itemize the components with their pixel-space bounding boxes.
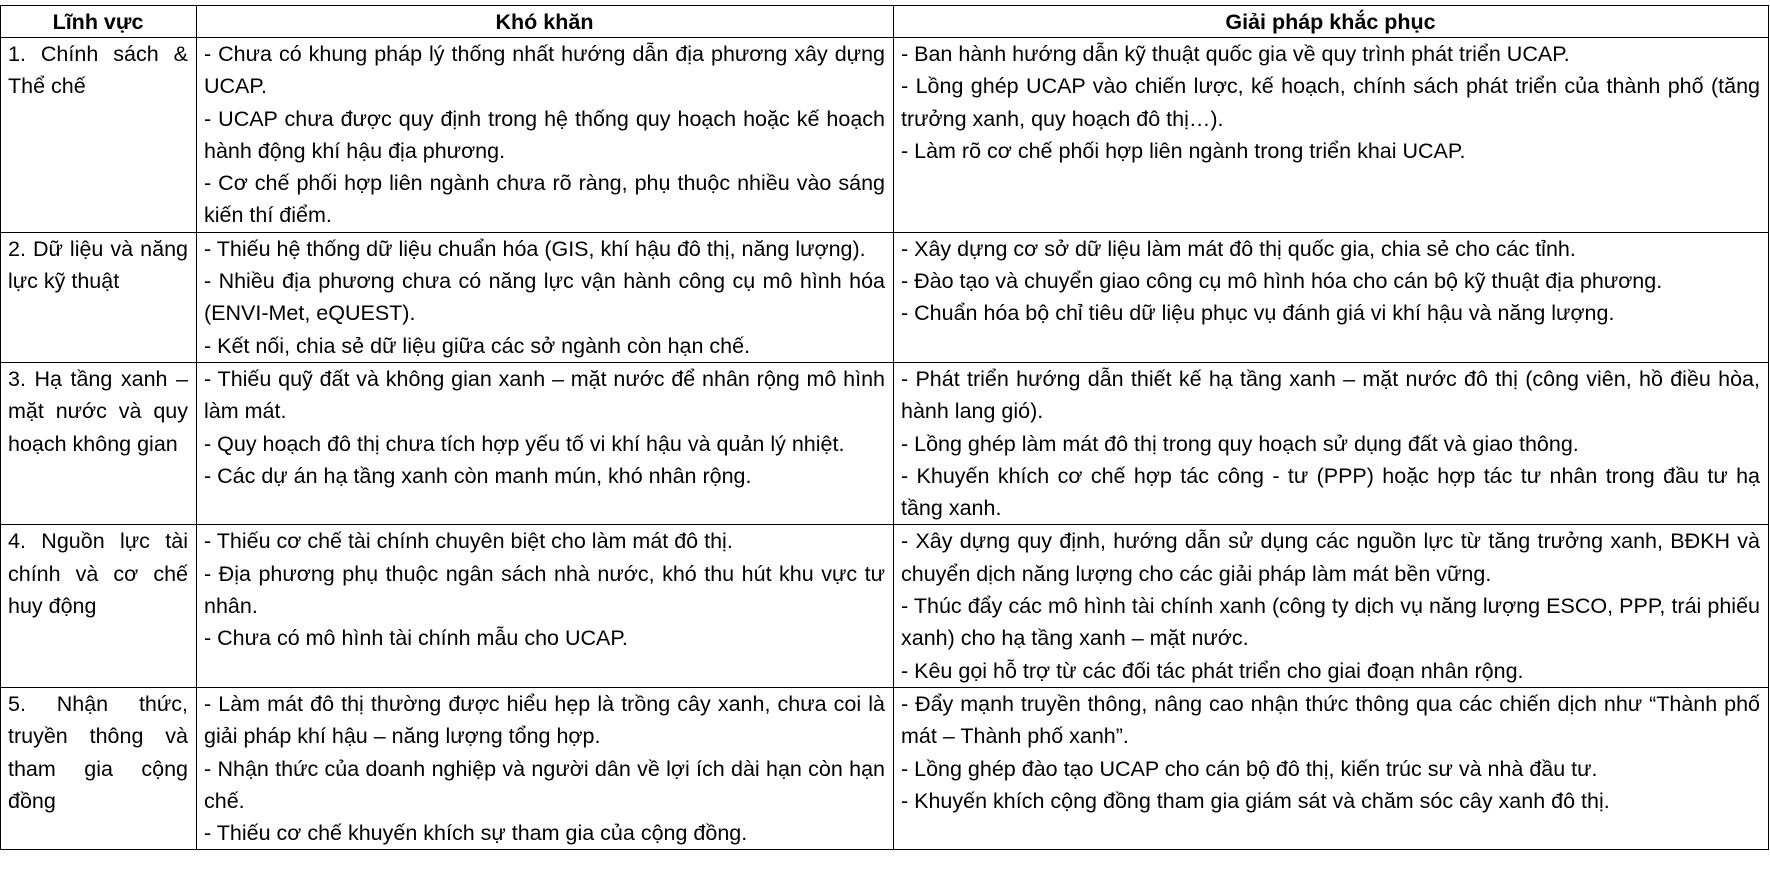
field-label: 4. Nguồn lực tài chính và cơ chế huy động bbox=[8, 529, 188, 619]
solution-item: - Ban hành hướng dẫn kỹ thuật quốc gia về quy trình phát triển UCAP. bbox=[901, 42, 1570, 66]
solution-item: - Kêu gọi hỗ trợ từ các đối tác phát triển cho giai đoạn nhân rộng. bbox=[901, 658, 1524, 683]
solution-item: - Xây dựng quy định, hướng dẫn sử dụng các nguồn lực từ tăng trưởng xanh, BĐKH và chuyển dịch năng lượng cho các giải pháp làm mát bền vững. bbox=[901, 529, 1760, 586]
field-cell bbox=[1, 687, 197, 849]
solution-cell bbox=[894, 687, 1769, 849]
difficulty-item: - Chưa có khung pháp lý thống nhất hướng dẫn địa phương xây dựng UCAP. bbox=[204, 42, 885, 99]
difficulty-cell bbox=[197, 525, 894, 687]
difficulty-item: - Thiếu cơ chế khuyến khích sự tham gia của cộng đồng. bbox=[204, 821, 748, 846]
difficulty-item: - Nhiều địa phương chưa có năng lực vận hành công cụ mô hình hóa (ENVI-Met, eQUEST). bbox=[204, 269, 885, 326]
challenges-solutions-table bbox=[0, 5, 1769, 850]
difficulty-item: - Chưa có mô hình tài chính mẫu cho UCAP. bbox=[204, 626, 628, 651]
difficulty-item: - Thiếu quỹ đất và không gian xanh – mặt nước để nhân rộng mô hình làm mát. bbox=[204, 366, 885, 424]
header-difficulty: Khó khăn bbox=[197, 6, 894, 38]
solution-item: - Chuẩn hóa bộ chỉ tiêu dữ liệu phục vụ đánh giá vi khí hậu và năng lượng. bbox=[901, 301, 1615, 326]
difficulty-item: - Quy hoạch đô thị chưa tích hợp yếu tố vi khí hậu và quản lý nhiệt. bbox=[204, 431, 845, 456]
field-cell bbox=[1, 38, 197, 233]
difficulty-item: - Thiếu hệ thống dữ liệu chuẩn hóa (GIS, khí hậu đô thị, năng lượng). bbox=[204, 236, 866, 261]
field-label: 2. Dữ liệu và năng lực kỹ thuật bbox=[8, 236, 188, 294]
table-header-row bbox=[1, 6, 1769, 38]
solution-item: - Xây dựng cơ sở dữ liệu làm mát đô thị quốc gia, chia sẻ cho các tỉnh. bbox=[901, 236, 1576, 261]
difficulty-item: - Kết nối, chia sẻ dữ liệu giữa các sở ngành còn hạn chế. bbox=[204, 333, 751, 358]
difficulty-item: - Làm mát đô thị thường được hiểu hẹp là trồng cây xanh, chưa coi là giải pháp khí hậu – năng lượng tổng hợp. bbox=[204, 691, 885, 749]
solution-cell bbox=[894, 38, 1769, 233]
solution-item: - Đào tạo và chuyển giao công cụ mô hình hóa cho cán bộ kỹ thuật địa phương. bbox=[901, 269, 1663, 294]
header-field: Lĩnh vực bbox=[1, 6, 197, 38]
field-cell bbox=[1, 232, 197, 362]
difficulty-item: - Nhận thức của doanh nghiệp và người dân về lợi ích dài hạn còn hạn chế. bbox=[204, 756, 885, 813]
solution-cell bbox=[894, 232, 1769, 362]
table-row bbox=[1, 38, 1769, 233]
difficulty-cell bbox=[197, 362, 894, 524]
difficulty-item: - Các dự án hạ tầng xanh còn manh mún, khó nhân rộng. bbox=[204, 463, 752, 488]
difficulty-item: - Thiếu cơ chế tài chính chuyên biệt cho làm mát đô thị. bbox=[204, 529, 733, 554]
table-row bbox=[1, 232, 1769, 362]
solution-cell bbox=[894, 362, 1769, 524]
challenges-solutions-table-wrapper bbox=[0, 5, 1768, 850]
field-label: 1. Chính sách & Thể chế bbox=[8, 42, 188, 99]
field-label: 3. Hạ tầng xanh – mặt nước và quy hoạch không gian bbox=[8, 366, 188, 456]
solution-item: - Lồng ghép đào tạo UCAP cho cán bộ đô thị, kiến trúc sư và nhà đầu tư. bbox=[901, 756, 1598, 781]
solution-item: - Thúc đẩy các mô hình tài chính xanh (công ty dịch vụ năng lượng ESCO, PPP, trái phiếu xanh) cho hạ tầng xanh – mặt nước. bbox=[901, 594, 1760, 651]
table-row bbox=[1, 687, 1769, 849]
solution-item: - Lồng ghép làm mát đô thị trong quy hoạch sử dụng đất và giao thông. bbox=[901, 431, 1579, 456]
solution-item: - Khuyến khích cộng đồng tham gia giám sát và chăm sóc cây xanh đô thị. bbox=[901, 788, 1610, 813]
solution-item: - Làm rõ cơ chế phối hợp liên ngành trong triển khai UCAP. bbox=[901, 138, 1466, 163]
difficulty-cell bbox=[197, 38, 894, 233]
header-solution: Giải pháp khắc phục bbox=[894, 6, 1769, 38]
difficulty-item: - Địa phương phụ thuộc ngân sách nhà nước, khó thu hút khu vực tư nhân. bbox=[204, 561, 885, 619]
table-row bbox=[1, 362, 1769, 524]
field-label: 5. Nhận thức, truyền thông và tham gia cộng đồng bbox=[8, 691, 188, 813]
solution-item: - Lồng ghép UCAP vào chiến lược, kế hoạch, chính sách phát triển của thành phố (tăng trưởng xanh, quy hoạch đô thị…). bbox=[901, 74, 1760, 131]
table-row bbox=[1, 525, 1769, 687]
field-cell bbox=[1, 362, 197, 524]
difficulty-cell bbox=[197, 687, 894, 849]
difficulty-cell bbox=[197, 232, 894, 362]
difficulty-item: - Cơ chế phối hợp liên ngành chưa rõ ràng, phụ thuộc nhiều vào sáng kiến thí điểm. bbox=[204, 171, 885, 228]
field-cell bbox=[1, 525, 197, 687]
solution-item: - Đẩy mạnh truyền thông, nâng cao nhận thức thông qua các chiến dịch như “Thành phố mát – Thành phố xanh”. bbox=[901, 691, 1760, 749]
solution-cell bbox=[894, 525, 1769, 687]
solution-item: - Khuyến khích cơ chế hợp tác công - tư (PPP) hoặc hợp tác tư nhân trong đầu tư hạ tầng xanh. bbox=[901, 463, 1760, 521]
solution-item: - Phát triển hướng dẫn thiết kế hạ tầng xanh – mặt nước đô thị (công viên, hồ điều hòa, hành lang gió). bbox=[901, 366, 1760, 424]
difficulty-item: - UCAP chưa được quy định trong hệ thống quy hoạch hoặc kế hoạch hành động khí hậu địa phương. bbox=[204, 106, 885, 163]
